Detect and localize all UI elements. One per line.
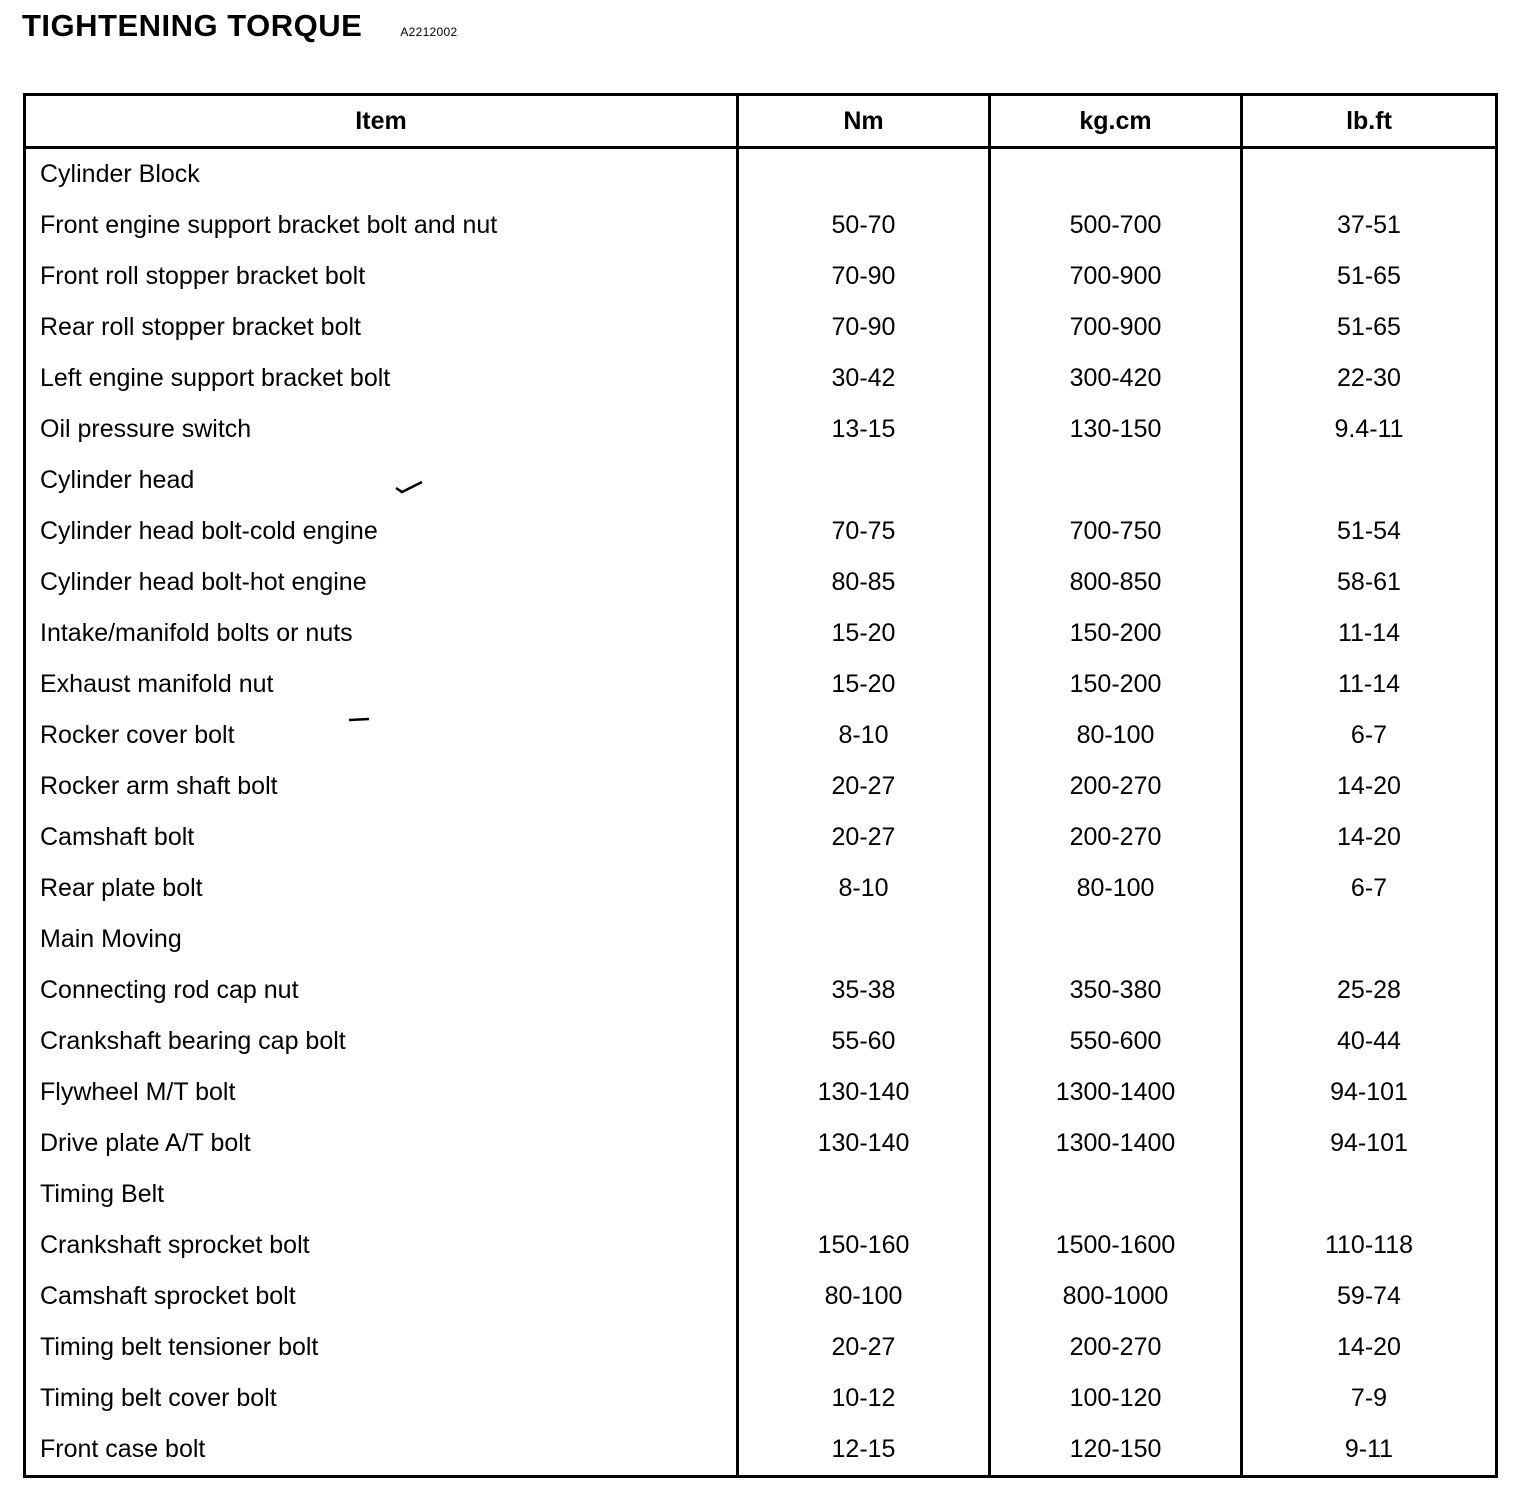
- empty-cell: [990, 148, 1242, 201]
- lbft-cell: 51-65: [1242, 302, 1497, 353]
- item-cell: Exhaust manifold nut: [40, 670, 274, 698]
- kgcm-cell: 700-900: [990, 251, 1242, 302]
- item-cell: Crankshaft sprocket bolt: [40, 1231, 310, 1259]
- item-cell: Oil pressure switch: [40, 415, 252, 443]
- kgcm-cell: 800-850: [990, 557, 1242, 608]
- nm-cell: 13-15: [738, 404, 990, 455]
- lbft-cell: 40-44: [1242, 1016, 1497, 1067]
- kgcm-cell: 500-700: [990, 200, 1242, 251]
- kgcm-cell: 130-150: [990, 404, 1242, 455]
- nm-cell: 10-12: [738, 1373, 990, 1424]
- empty-cell: [990, 455, 1242, 506]
- lbft-cell: 14-20: [1242, 761, 1497, 812]
- empty-cell: [1242, 455, 1497, 506]
- table-row: [25, 1373, 1497, 1424]
- nm-cell: 150-160: [738, 1220, 990, 1271]
- section-title: Cylinder head: [40, 466, 195, 494]
- document-code: A2212002: [400, 25, 458, 39]
- kgcm-cell: 1300-1400: [990, 1118, 1242, 1169]
- item-cell: Front roll stopper bracket bolt: [40, 262, 366, 290]
- lbft-cell: 51-54: [1242, 506, 1497, 557]
- table-row: [25, 404, 1497, 455]
- empty-cell: [738, 455, 990, 506]
- table-body: [25, 148, 1497, 1477]
- item-cell: Front case bolt: [40, 1435, 206, 1463]
- kgcm-cell: 100-120: [990, 1373, 1242, 1424]
- empty-cell: [1242, 148, 1497, 201]
- kgcm-cell: 700-900: [990, 302, 1242, 353]
- item-cell: Left engine support bracket bolt: [40, 364, 391, 392]
- lbft-cell: 11-14: [1242, 659, 1497, 710]
- table-row: [25, 353, 1497, 404]
- section-row: [25, 914, 1497, 965]
- kgcm-cell: 350-380: [990, 965, 1242, 1016]
- lbft-cell: 25-28: [1242, 965, 1497, 1016]
- item-cell: Rocker cover bolt: [40, 721, 235, 749]
- handwritten-dash-mark: [347, 716, 371, 724]
- lbft-cell: 14-20: [1242, 1322, 1497, 1373]
- item-cell: Front engine support bracket bolt and nut: [40, 211, 498, 239]
- table-row: [25, 710, 1497, 761]
- nm-cell: 50-70: [738, 200, 990, 251]
- empty-cell: [990, 1169, 1242, 1220]
- lbft-cell: 59-74: [1242, 1271, 1497, 1322]
- table-row: [25, 1067, 1497, 1118]
- section-title: Timing Belt: [40, 1180, 165, 1208]
- table-row: [25, 302, 1497, 353]
- header-row: [25, 95, 1497, 148]
- nm-cell: 30-42: [738, 353, 990, 404]
- column-header-kgcm: kg.cm: [990, 95, 1242, 148]
- page-header: [22, 8, 457, 48]
- page-title: TIGHTENING TORQUE: [22, 8, 363, 43]
- table-row: [25, 1016, 1497, 1067]
- lbft-cell: 22-30: [1242, 353, 1497, 404]
- nm-cell: 70-90: [738, 251, 990, 302]
- kgcm-cell: 80-100: [990, 863, 1242, 914]
- kgcm-cell: 200-270: [990, 812, 1242, 863]
- kgcm-cell: 80-100: [990, 710, 1242, 761]
- table-header: [25, 95, 1497, 148]
- lbft-cell: 14-20: [1242, 812, 1497, 863]
- lbft-cell: 11-14: [1242, 608, 1497, 659]
- lbft-cell: 6-7: [1242, 863, 1497, 914]
- table-row: [25, 761, 1497, 812]
- kgcm-cell: 120-150: [990, 1424, 1242, 1477]
- nm-cell: 20-27: [738, 761, 990, 812]
- table-row: [25, 1271, 1497, 1322]
- nm-cell: 70-90: [738, 302, 990, 353]
- item-cell: Camshaft bolt: [40, 823, 195, 851]
- table-row: [25, 608, 1497, 659]
- kgcm-cell: 700-750: [990, 506, 1242, 557]
- nm-cell: 80-85: [738, 557, 990, 608]
- item-cell: Rocker arm shaft bolt: [40, 772, 278, 800]
- item-cell: Timing belt cover bolt: [40, 1384, 277, 1412]
- handwritten-check-mark: [394, 478, 424, 496]
- item-cell: Cylinder head bolt-hot engine: [40, 568, 367, 596]
- table-row: [25, 1424, 1497, 1477]
- lbft-cell: 37-51: [1242, 200, 1497, 251]
- item-cell: Crankshaft bearing cap bolt: [40, 1027, 346, 1055]
- nm-cell: 130-140: [738, 1067, 990, 1118]
- table-row: [25, 251, 1497, 302]
- table-row: [25, 1118, 1497, 1169]
- table-row: [25, 1220, 1497, 1271]
- nm-cell: 70-75: [738, 506, 990, 557]
- section-row: [25, 455, 1497, 506]
- item-cell: Flywheel M/T bolt: [40, 1078, 236, 1106]
- column-header-item: Item: [25, 95, 738, 148]
- table-row: [25, 863, 1497, 914]
- column-header-lbft: lb.ft: [1242, 95, 1497, 148]
- nm-cell: 130-140: [738, 1118, 990, 1169]
- lbft-cell: 6-7: [1242, 710, 1497, 761]
- empty-cell: [1242, 914, 1497, 965]
- lbft-cell: 9-11: [1242, 1424, 1497, 1477]
- table-row: [25, 659, 1497, 710]
- empty-cell: [738, 148, 990, 201]
- kgcm-cell: 1300-1400: [990, 1067, 1242, 1118]
- nm-cell: 15-20: [738, 659, 990, 710]
- item-cell: Camshaft sprocket bolt: [40, 1282, 296, 1310]
- lbft-cell: 94-101: [1242, 1067, 1497, 1118]
- item-cell: Drive plate A/T bolt: [40, 1129, 251, 1157]
- kgcm-cell: 200-270: [990, 1322, 1242, 1373]
- section-title: Cylinder Block: [40, 160, 200, 188]
- lbft-cell: 94-101: [1242, 1118, 1497, 1169]
- kgcm-cell: 300-420: [990, 353, 1242, 404]
- kgcm-cell: 800-1000: [990, 1271, 1242, 1322]
- section-row: [25, 148, 1497, 201]
- column-header-nm: Nm: [738, 95, 990, 148]
- table-row: [25, 1322, 1497, 1373]
- nm-cell: 35-38: [738, 965, 990, 1016]
- empty-cell: [990, 914, 1242, 965]
- item-cell: Timing belt tensioner bolt: [40, 1333, 319, 1361]
- item-cell: Rear roll stopper bracket bolt: [40, 313, 361, 341]
- nm-cell: 55-60: [738, 1016, 990, 1067]
- kgcm-cell: 150-200: [990, 608, 1242, 659]
- lbft-cell: 7-9: [1242, 1373, 1497, 1424]
- nm-cell: 80-100: [738, 1271, 990, 1322]
- item-cell: Connecting rod cap nut: [40, 976, 299, 1004]
- table-row: [25, 812, 1497, 863]
- table-row: [25, 506, 1497, 557]
- kgcm-cell: 1500-1600: [990, 1220, 1242, 1271]
- item-cell: Cylinder head bolt-cold engine: [40, 517, 378, 545]
- nm-cell: 8-10: [738, 863, 990, 914]
- nm-cell: 8-10: [738, 710, 990, 761]
- table-row: [25, 200, 1497, 251]
- nm-cell: 12-15: [738, 1424, 990, 1477]
- empty-cell: [1242, 1169, 1497, 1220]
- table-row: [25, 965, 1497, 1016]
- table-row: [25, 557, 1497, 608]
- item-cell: Intake/manifold bolts or nuts: [40, 619, 353, 647]
- torque-table: [23, 93, 1498, 1478]
- kgcm-cell: 150-200: [990, 659, 1242, 710]
- section-row: [25, 1169, 1497, 1220]
- empty-cell: [738, 914, 990, 965]
- lbft-cell: 9.4-11: [1242, 404, 1497, 455]
- lbft-cell: 51-65: [1242, 251, 1497, 302]
- empty-cell: [738, 1169, 990, 1220]
- section-title: Main Moving: [40, 925, 182, 953]
- lbft-cell: 58-61: [1242, 557, 1497, 608]
- kgcm-cell: 550-600: [990, 1016, 1242, 1067]
- lbft-cell: 110-118: [1242, 1220, 1497, 1271]
- item-cell: Rear plate bolt: [40, 874, 203, 902]
- nm-cell: 20-27: [738, 812, 990, 863]
- nm-cell: 20-27: [738, 1322, 990, 1373]
- kgcm-cell: 200-270: [990, 761, 1242, 812]
- nm-cell: 15-20: [738, 608, 990, 659]
